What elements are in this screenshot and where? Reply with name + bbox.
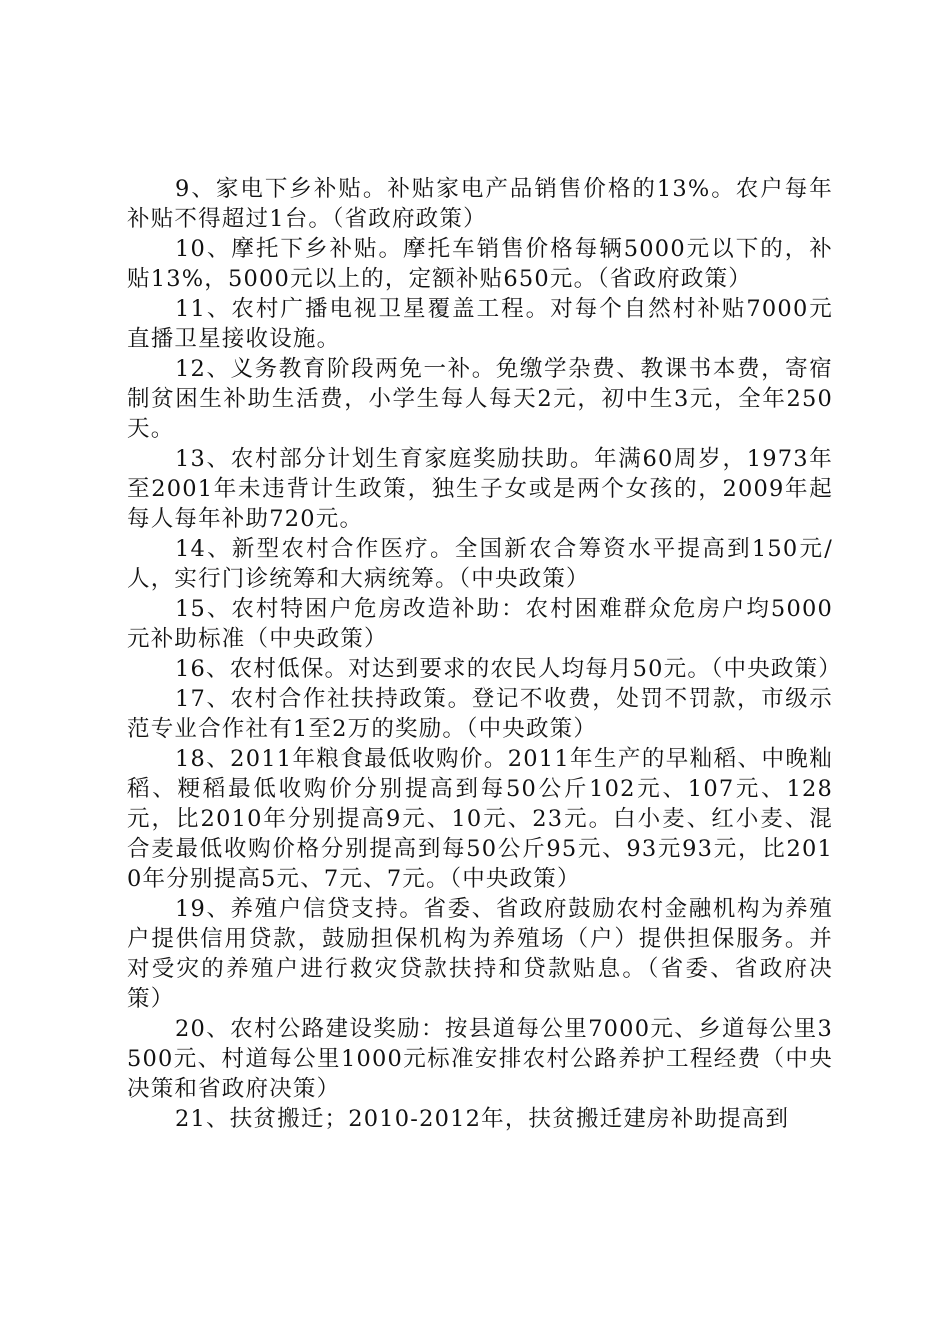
policy-item-19: 19、养殖户信贷支持。省委、省政府鼓励农村金融机构为养殖户提供信用贷款，鼓励担保机构为养殖场（户）提供担保服务。并对受灾的养殖户进行救灾贷款扶持和贷款贴息。（省委、省政府决策）	[127, 896, 833, 1012]
policy-item-10: 10、摩托下乡补贴。摩托车销售价格每辆5000元以下的，补贴13%，5000元以上的，定额补贴650元。（省政府政策）	[127, 236, 833, 292]
policy-item-21: 21、扶贫搬迁；2010-2012年，扶贫搬迁建房补助提高到	[175, 1106, 790, 1132]
document-body	[127, 174, 843, 1134]
policy-item-18: 18、2011年粮食最低收购价。2011年生产的早籼稻、中晚籼稻、粳稻最低收购价分别提高到每50公斤102元、107元、128元，比2010年分别提高9元、10元、23元。白小麦、红小麦、混合麦最低收购价格分别提高到每50公斤95元、93元93元，比2010年分别提高5元、7元、7元。（中央政策）	[127, 746, 833, 892]
policy-item-15: 15、农村特困户危房改造补助：农村困难群众危房户均5000元补助标准（中央政策）	[127, 596, 833, 652]
policy-item-16: 16、农村低保。对达到要求的农民人均每月50元。（中央政策）	[175, 656, 843, 682]
policy-item-20: 20、农村公路建设奖励：按县道每公里7000元、乡道每公里3500元、村道每公里1000元标准安排农村公路养护工程经费（中央决策和省政府决策）	[127, 1016, 833, 1102]
policy-item-11: 11、农村广播电视卫星覆盖工程。对每个自然村补贴7000元直播卫星接收设施。	[127, 296, 833, 352]
policy-item-13: 13、农村部分计划生育家庭奖励扶助。年满60周岁，1973年至2001年未违背计生政策，独生子女或是两个女孩的，2009年起每人每年补助720元。	[127, 446, 833, 532]
policy-item-9: 9、家电下乡补贴。补贴家电产品销售价格的13%。农户每年补贴不得超过1台。（省政府政策）	[127, 176, 833, 232]
policy-item-17: 17、农村合作社扶持政策。登记不收费，处罚不罚款，市级示范专业合作社有1至2万的奖励。（中央政策）	[127, 686, 833, 742]
policy-item-12: 12、义务教育阶段两免一补。免缴学杂费、教课书本费，寄宿制贫困生补助生活费，小学生每人每天2元，初中生3元，全年250天。	[127, 356, 833, 442]
policy-item-14: 14、新型农村合作医疗。全国新农合筹资水平提高到150元/人，实行门诊统筹和大病统筹。（中央政策）	[127, 536, 833, 592]
